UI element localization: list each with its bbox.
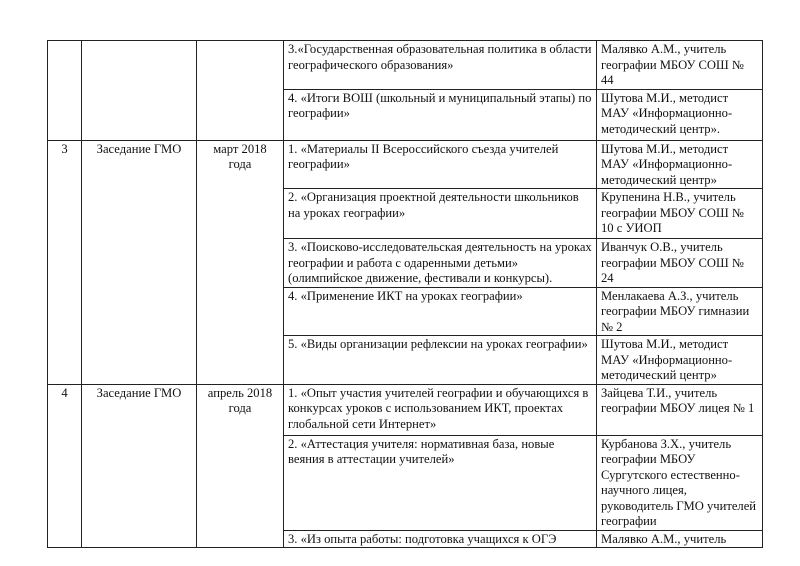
number-cell [48,41,82,141]
number-cell: 4 [48,384,82,548]
topic-cell: 2. «Аттестация учителя: нормативная база, новые веяния в аттестации учителей» [284,435,597,530]
topic-cell: 5. «Виды организации рефлексии на уроках географии» [284,336,597,385]
speaker-cell: Малявко А.М., учитель [597,530,763,548]
topic-cell: 3. «Из опыта работы: подготовка учащихся к ОГЭ [284,530,597,548]
event-cell: Заседание ГМО [82,140,197,384]
table-row [48,41,763,90]
speaker-cell: Зайцева Т.И., учитель географии МБОУ лицея № 1 [597,384,763,435]
event-cell [82,41,197,141]
table-row [48,384,763,435]
table-row [48,140,763,189]
speaker-cell: Шутова М.И., методист МАУ «Информационно-методический центр». [597,89,763,140]
speaker-cell: Шутова М.И., методист МАУ «Информационно-методический центр» [597,140,763,189]
topic-cell: 4. «Применение ИКТ на уроках географии» [284,287,597,336]
topic-cell: 1. «Опыт участия учителей географии и обучающихся в конкурсах уроков с использованием ИКТ, проектах глобальной сети Интернет» [284,384,597,435]
date-cell: март 2018 года [197,140,284,384]
speaker-cell: Шутова М.И., методист МАУ «Информационно-методический центр» [597,336,763,385]
topic-cell: 3. «Поисково-исследовательская деятельность на уроках географии и работа с одаренными детьми» (олимпийское движение, фестивали и конкурсы). [284,239,597,288]
speaker-cell: Крупенина Н.В., учитель географии МБОУ СОШ № 10 с УИОП [597,189,763,239]
speaker-cell: Менлакаева А.З., учитель географии МБОУ гимназии № 2 [597,287,763,336]
date-cell: апрель 2018 года [197,384,284,548]
topic-cell: 4. «Итоги ВОШ (школьный и муниципальный этапы) по географии» [284,89,597,140]
speaker-cell: Малявко А.М., учитель географии МБОУ СОШ № 44 [597,41,763,90]
plan-table [47,40,763,548]
topic-cell: 3.«Государственная образовательная политика в области географического образования» [284,41,597,90]
event-cell: Заседание ГМО [82,384,197,548]
date-cell [197,41,284,141]
speaker-cell: Иванчук О.В., учитель географии МБОУ СОШ № 24 [597,239,763,288]
topic-cell: 1. «Материалы II Всероссийского съезда учителей географии» [284,140,597,189]
number-cell: 3 [48,140,82,384]
topic-cell: 2. «Организация проектной деятельности школьников на уроках географии» [284,189,597,239]
speaker-cell: Курбанова З.Х., учитель географии МБОУ Сургутского естественно-научного лицея, руководитель ГМО учителей географии [597,435,763,530]
